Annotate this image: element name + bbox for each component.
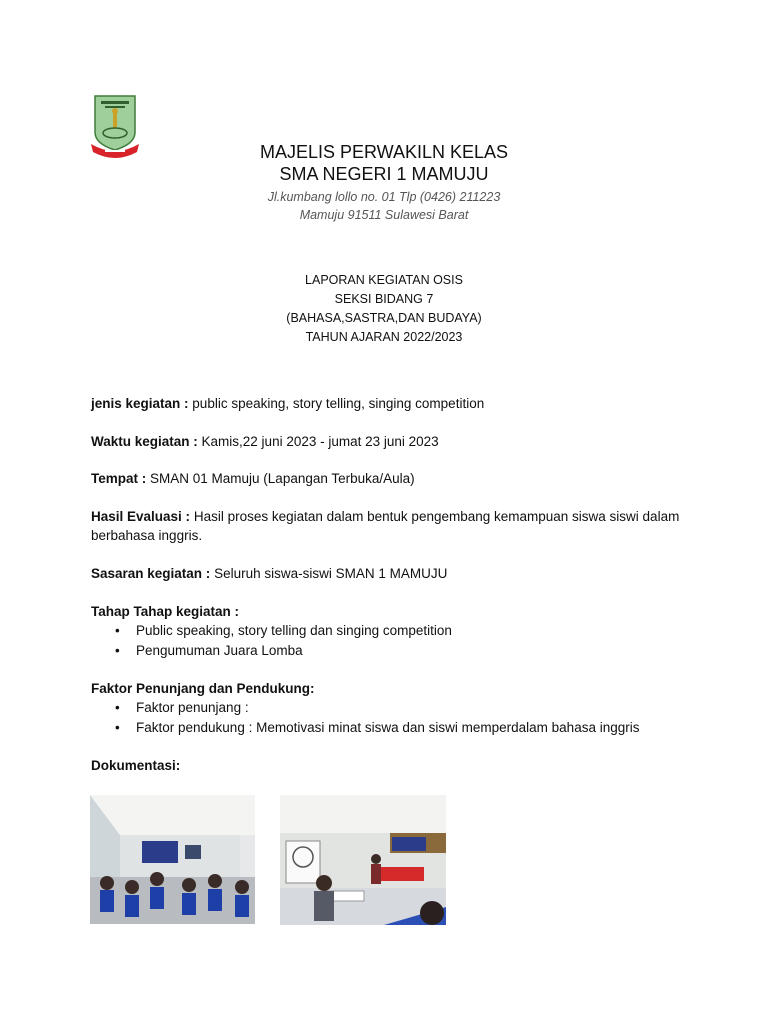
field-sasaran-kegiatan	[91, 564, 447, 583]
field-value: Kamis,22 juni 2023 - jumat 23 juni 2023	[197, 434, 439, 449]
faktor-heading-text: Faktor Penunjang dan Pendukung:	[91, 681, 315, 696]
field-tempat	[91, 469, 415, 488]
list-item: • Faktor penunjang :	[91, 698, 639, 718]
report-title-line-2: SEKSI BIDANG 7	[334, 292, 434, 306]
tahap-heading	[91, 602, 239, 621]
tahap-list	[91, 621, 452, 660]
field-jenis-kegiatan	[91, 394, 484, 413]
faktor-list	[91, 698, 639, 737]
field-value: Hasil proses kegiatan dalam bentuk pengembang kemampuan siswa siswi dalam berbahasa inggris.	[91, 509, 680, 543]
report-title	[0, 271, 768, 347]
field-hasil-evaluasi	[91, 507, 691, 545]
dokumentasi-heading	[91, 756, 180, 775]
list-item: • Public speaking, story telling dan singing competition	[91, 621, 452, 641]
documentation-photo-2	[280, 795, 446, 925]
field-label: Hasil Evaluasi :	[91, 509, 191, 524]
school-address	[0, 188, 768, 224]
address-line-1: Jl.kumbang lollo no. 01 Tlp (0426) 211223	[267, 190, 501, 204]
field-label: Waktu kegiatan :	[91, 434, 198, 449]
field-label: Tempat :	[91, 471, 147, 486]
tahap-heading-text: Tahap Tahap kegiatan :	[91, 604, 240, 619]
field-waktu-kegiatan	[91, 432, 439, 451]
list-item: • Pengumuman Juara Lomba	[91, 641, 452, 661]
organization-header	[0, 141, 768, 185]
faktor-heading	[91, 679, 315, 698]
field-value: public speaking, story telling, singing competition	[188, 396, 485, 411]
field-label: jenis kegiatan :	[91, 396, 189, 411]
documentation-photo-1	[90, 795, 255, 924]
report-title-line-4: TAHUN AJARAN 2022/2023	[305, 330, 463, 344]
field-value: Seluruh siswa-siswi SMAN 1 MAMUJU	[210, 566, 448, 581]
report-title-line-1: LAPORAN KEGIATAN OSIS	[305, 273, 463, 287]
list-item: • Faktor pendukung : Memotivasi minat siswa dan siswi memperdalam bahasa inggris	[91, 718, 639, 738]
report-title-line-3: (BAHASA,SASTRA,DAN BUDAYA)	[286, 311, 482, 325]
field-value: SMAN 01 Mamuju (Lapangan Terbuka/Aula)	[146, 471, 415, 486]
school-name: SMA NEGERI 1 MAMUJU	[279, 164, 489, 184]
address-line-2: Mamuju 91511 Sulawesi Barat	[299, 208, 469, 222]
organization-name: MAJELIS PERWAKILN KELAS	[259, 142, 509, 162]
dokumentasi-heading-text: Dokumentasi:	[91, 758, 181, 773]
field-label: Sasaran kegiatan :	[91, 566, 211, 581]
